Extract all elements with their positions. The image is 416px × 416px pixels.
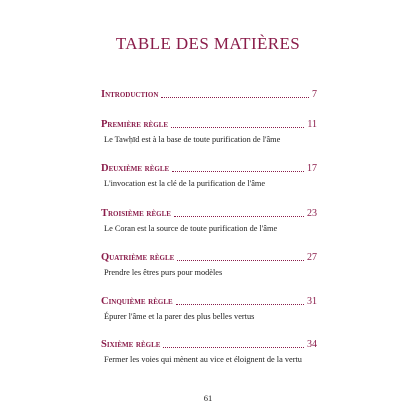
- toc-page-number: 23: [307, 208, 317, 219]
- toc-page-number: 27: [307, 252, 317, 263]
- dot-leader: [171, 127, 304, 128]
- toc-heading: [101, 117, 317, 131]
- dot-leader: [177, 260, 304, 261]
- toc-heading: [101, 206, 317, 220]
- dot-leader: [176, 304, 304, 305]
- toc-page-number: 17: [307, 163, 317, 174]
- toc-subtitle: Prendre les êtres purs pour modèles: [104, 268, 223, 277]
- toc-page-number: 31: [307, 296, 317, 307]
- toc-heading-label: Introduction: [101, 89, 159, 100]
- dot-leader: [174, 216, 304, 217]
- toc-heading-label: Cinquième règle: [101, 296, 173, 307]
- page-title: TABLE DES MATIÈRES: [115, 34, 301, 53]
- toc-page-number: 11: [307, 119, 317, 130]
- toc-entry-cinquieme-regle[interactable]: [101, 294, 317, 322]
- dot-leader: [161, 97, 309, 98]
- toc-entry-quatrieme-regle[interactable]: [101, 250, 317, 278]
- toc-entry-introduction[interactable]: [101, 87, 317, 101]
- toc-entry-premiere-regle[interactable]: [101, 117, 317, 145]
- toc-heading: [101, 294, 317, 308]
- toc-heading-label: Première règle: [101, 119, 168, 130]
- dot-leader: [163, 347, 304, 348]
- toc-entry-troisieme-regle[interactable]: [101, 206, 317, 234]
- toc-heading: [101, 250, 317, 264]
- toc-page-number: 7: [312, 89, 317, 100]
- toc-subtitle: Épurer l'âme et la parer des plus belles vertus: [104, 312, 255, 321]
- toc-heading-label: Deuxième règle: [101, 163, 170, 174]
- toc-page-number: 34: [307, 339, 317, 350]
- toc-entry-deuxieme-regle[interactable]: [101, 161, 317, 189]
- dot-leader: [172, 171, 304, 172]
- toc-heading: [101, 161, 317, 175]
- toc-subtitle: Le Tawḥīd est à la base de toute purification de l'âme: [104, 135, 281, 144]
- toc-subtitle: L'invocation est la clé de la purification de l'âme: [104, 179, 266, 188]
- toc-heading-label: Sixième règle: [101, 339, 161, 350]
- toc-heading-label: Troisième règle: [101, 208, 171, 219]
- toc-heading-label: Quatrième règle: [101, 252, 175, 263]
- toc-heading: [101, 87, 317, 101]
- toc-heading: [101, 337, 317, 351]
- toc-subtitle: Le Coran est la source de toute purification de l'âme: [104, 224, 278, 233]
- toc-entry-sixieme-regle[interactable]: [101, 337, 317, 365]
- toc-subtitle: Fermer les voies qui mènent au vice et éloignent de la vertu: [104, 355, 302, 364]
- page-number-folio: 61: [203, 393, 213, 403]
